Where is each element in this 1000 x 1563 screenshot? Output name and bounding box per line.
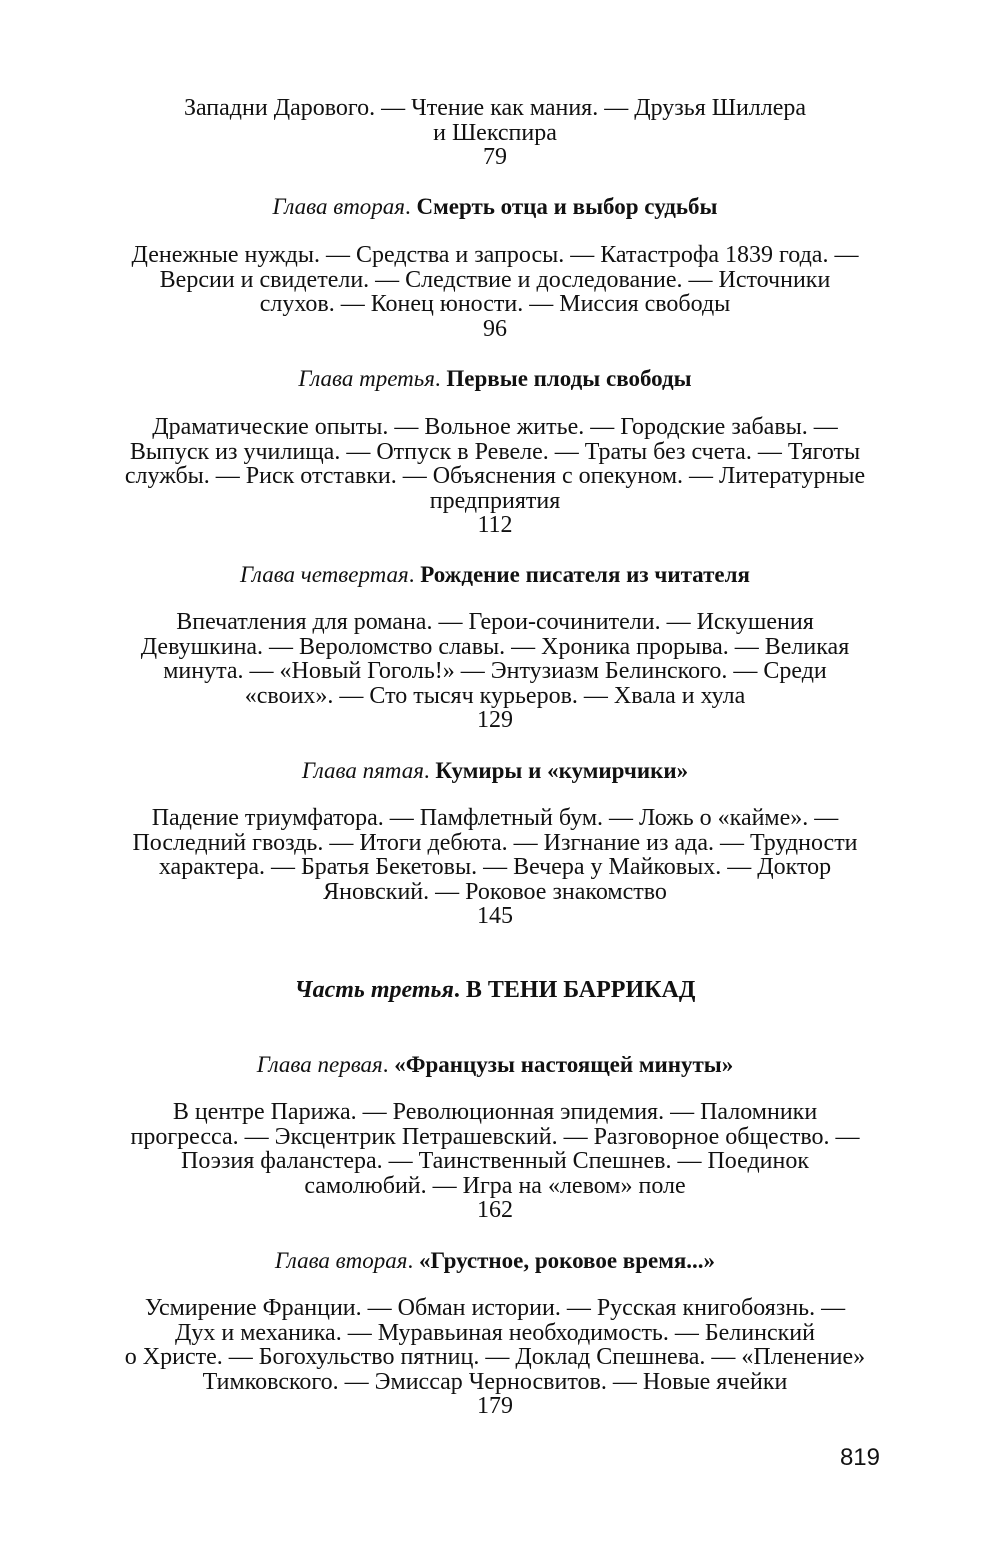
toc-description-line: характера. — Братья Бекетовы. — Вечера у Майковых. — Доктор bbox=[158, 854, 832, 880]
chapter-heading: Глава пятая. Кумиры и «кумирчики» bbox=[301, 758, 689, 783]
chapter-heading: Глава вторая. «Грустное, роковое время...» bbox=[274, 1248, 716, 1273]
part-heading: Часть третья. В ТЕНИ БАРРИКАД bbox=[294, 977, 696, 1003]
toc-description-line: Яновский. — Роковое знакомство bbox=[323, 878, 667, 905]
chapter-title: Рождение писателя из читателя bbox=[420, 562, 750, 587]
toc-entry-ch5 bbox=[100, 806, 890, 929]
chapter-label: Глава четвертая bbox=[240, 562, 409, 587]
chapter-label: Глава пятая bbox=[301, 758, 424, 783]
toc-description-line: прогресса. — Эксцентрик Петрашевский. — Разговорное общество. — bbox=[130, 1123, 860, 1150]
toc-description-line: «своих». — Сто тысяч курьеров. — Хвала и хула bbox=[244, 682, 746, 709]
toc-description-line: Усмирение Франции. — Обман истории. — Русская книгобоязнь. — bbox=[144, 1295, 846, 1321]
toc-entry-p3ch1 bbox=[100, 1100, 890, 1223]
chapter-heading: Глава третья. Первые плоды свободы bbox=[298, 366, 692, 391]
toc-description-line: слухов. — Конец юности. — Миссия свободы bbox=[259, 291, 731, 317]
toc-description-line: минута. — «Новый Гоголь!» — Энтузиазм Белинского. — Среди bbox=[163, 658, 827, 684]
toc-description-line: предприятия bbox=[429, 487, 561, 514]
toc-description-line: службы. — Риск отставки. — Объяснения с опекуном. — Литературные bbox=[124, 463, 866, 489]
chapter-heading: Глава четвертая. Рождение писателя из читателя bbox=[240, 562, 750, 587]
toc-description-line: Впечатления для романа. — Герои-сочинители. — Искушения bbox=[176, 609, 814, 635]
chapter-label: Глава вторая bbox=[274, 1248, 408, 1273]
toc-description-line: самолюбий. — Игра на «левом» поле bbox=[304, 1172, 686, 1199]
toc-page-number: 162 bbox=[477, 1197, 513, 1223]
toc-description-line: и Шекспира bbox=[433, 119, 557, 146]
toc-description-line: Падение триумфатора. — Памфлетный бум. — Ложь о «кайме». — bbox=[151, 805, 839, 831]
toc-page-number: 96 bbox=[483, 315, 507, 342]
toc-description-line: Выпуск из училища. — Отпуск в Ревеле. — Траты без счета. — Тяготы bbox=[129, 438, 861, 465]
chapter-label: Глава вторая bbox=[272, 194, 405, 219]
toc-page-number: 179 bbox=[477, 1393, 513, 1419]
toc-entry-ch3 bbox=[100, 415, 890, 538]
toc-description-line: Денежные нужды. — Средства и запросы. — Катастрофа 1839 года. — bbox=[131, 242, 859, 268]
chapter-title: «Грустное, роковое время...» bbox=[418, 1248, 716, 1273]
toc-description-line: Драматические опыты. — Вольное житье. — Городские забавы. — bbox=[152, 414, 838, 440]
toc-page-number: 129 bbox=[477, 707, 513, 733]
chapter-label: Глава третья bbox=[298, 366, 435, 391]
chapter-title: Первые плоды свободы bbox=[446, 366, 692, 391]
toc-description-line: Тимковского. — Эмиссар Черносвитов. — Новые ячейки bbox=[202, 1368, 788, 1395]
toc-description-line: Девушкина. — Вероломство славы. — Хроника прорыва. — Великая bbox=[140, 633, 850, 660]
toc-entry-ch2 bbox=[100, 243, 890, 341]
toc-page-number: 145 bbox=[477, 903, 513, 929]
toc-entry-ch4 bbox=[100, 610, 890, 733]
page-folio-number: 819 bbox=[839, 1444, 880, 1471]
part-title: В ТЕНИ БАРРИКАД bbox=[465, 977, 696, 1003]
chapter-title: «Французы настоящей минуты» bbox=[394, 1052, 734, 1077]
toc-page-number: 79 bbox=[483, 144, 507, 170]
chapter-heading: Глава вторая. Смерть отца и выбор судьбы bbox=[272, 194, 718, 219]
toc-description-line: о Христе. — Богохульство пятниц. — Доклад Спешнева. — «Пленение» bbox=[124, 1344, 866, 1370]
chapter-label: Глава первая bbox=[256, 1052, 383, 1077]
chapter-heading: Глава первая. «Французы настоящей минуты» bbox=[256, 1052, 734, 1077]
toc-description-line: Последний гвоздь. — Итоги дебюта. — Изгнание из ада. — Трудности bbox=[132, 829, 858, 856]
toc-description-line: В центре Парижа. — Революционная эпидемия. — Паломники bbox=[172, 1099, 818, 1125]
chapter-title: Смерть отца и выбор судьбы bbox=[416, 194, 718, 219]
toc-description-line: Западни Дарового. — Чтение как мания. — Друзья Шиллера bbox=[183, 95, 807, 121]
toc-description-line: Поэзия фаланстера. — Таинственный Спешнев. — Поединок bbox=[181, 1148, 809, 1174]
toc-entry-p3ch2 bbox=[100, 1296, 890, 1419]
chapter-title: Кумиры и «кумирчики» bbox=[435, 758, 689, 783]
part-label: Часть третья bbox=[294, 977, 454, 1003]
toc-description-line: Версии и свидетели. — Следствие и доследование. — Источники bbox=[159, 266, 831, 293]
toc-entry-intro bbox=[100, 96, 890, 170]
toc-page-number: 112 bbox=[477, 512, 513, 538]
toc-description-line: Дух и механика. — Муравьиная необходимость. — Белинский bbox=[175, 1319, 815, 1346]
